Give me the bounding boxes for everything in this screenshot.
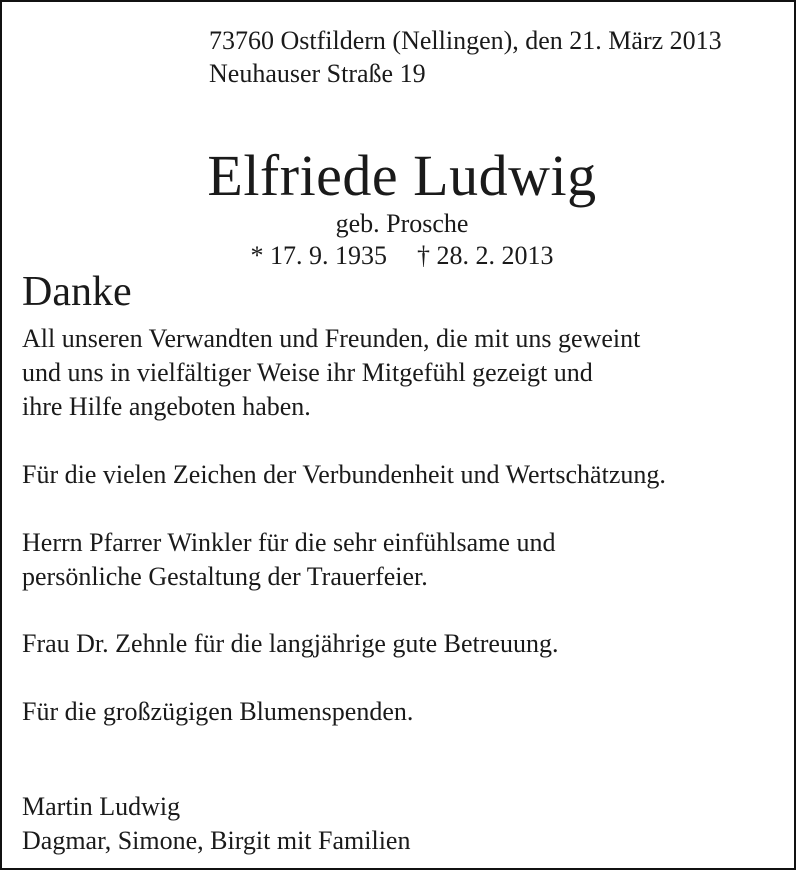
paragraph-line: persönliche Gestaltung der Trauerfeier. [22,562,428,591]
deceased-name: Elfriede Ludwig [207,143,597,208]
paragraph-flowers [22,695,413,729]
paragraph-doctor [22,627,558,661]
street-line: Neuhauser Straße 19 [209,59,426,88]
death-date: † 28. 2. 2013 [417,241,554,270]
paragraph-line: Für die großzügigen Blumenspenden. [22,697,414,726]
paragraph-line: Für die vielen Zeichen der Verbundenheit und Wertschätzung. [22,460,666,489]
paragraph-pastor [22,526,555,594]
paragraph-line: All unseren Verwandten und Freunden, die mit uns geweint [22,324,641,353]
paragraph-line: und uns in vielfältiger Weise ihr Mitgefühl gezeigt und [22,358,593,387]
thanks-heading: Danke [22,269,132,315]
birth-date: * 17. 9. 1935 [250,241,387,270]
paragraph-solidarity [22,458,666,492]
maiden-name: geb. Prosche [335,209,469,238]
paragraph-relatives [22,322,640,424]
signature-line: Martin Ludwig [22,792,181,821]
life-dates [2,241,800,271]
paragraph-line: Frau Dr. Zehnle für die langjährige gute Betreuung. [22,629,559,658]
signature-line: Dagmar, Simone, Birgit mit Familien [22,826,411,855]
paragraph-line: Herrn Pfarrer Winkler für die sehr einfühlsame und [22,528,556,557]
address-block [209,24,722,90]
place-date-line: 73760 Ostfildern (Nellingen), den 21. März 2013 [209,26,722,55]
paragraph-line: ihre Hilfe angeboten haben. [22,392,311,421]
signature-block [22,790,410,858]
